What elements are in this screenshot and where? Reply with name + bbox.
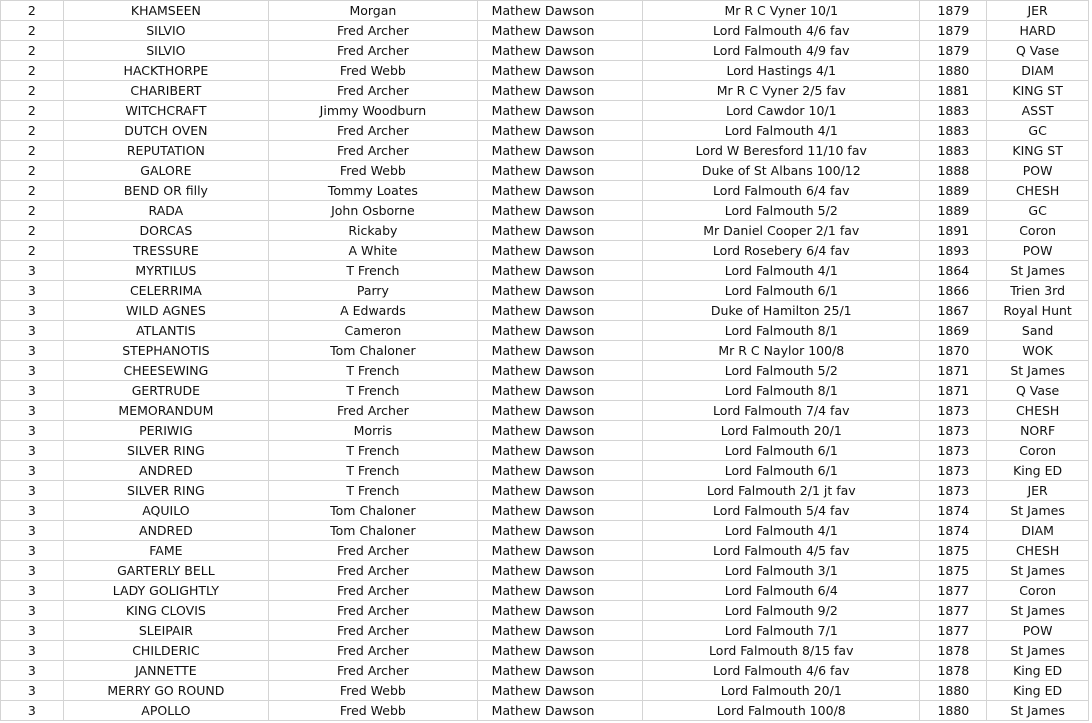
cell-trainer[interactable]: Mathew Dawson xyxy=(477,641,642,661)
cell-jockey[interactable]: Fred Webb xyxy=(269,61,478,81)
cell-age[interactable]: 3 xyxy=(1,601,64,621)
cell-owner-odds[interactable]: Mr R C Naylor 100/8 xyxy=(643,341,920,361)
table-row xyxy=(1,141,1089,161)
cell-age[interactable]: 3 xyxy=(1,581,64,601)
cell-jockey[interactable]: Jimmy Woodburn xyxy=(269,101,478,121)
cell-horse[interactable]: WITCHCRAFT xyxy=(63,101,268,121)
cell-trainer[interactable]: Mathew Dawson xyxy=(477,501,642,521)
cell-jockey[interactable]: A White xyxy=(269,241,478,261)
cell-owner-odds[interactable]: Lord Falmouth 8/15 fav xyxy=(643,641,920,661)
cell-race[interactable]: ASST xyxy=(987,101,1089,121)
cell-trainer[interactable]: Mathew Dawson xyxy=(477,341,642,361)
cell-jockey[interactable]: Tom Chaloner xyxy=(269,341,478,361)
cell-jockey[interactable]: Fred Archer xyxy=(269,21,478,41)
cell-year[interactable]: 1879 xyxy=(920,21,987,41)
cell-owner-odds[interactable]: Lord Falmouth 5/2 xyxy=(643,201,920,221)
cell-race[interactable]: POW xyxy=(987,241,1089,261)
cell-race[interactable]: St James xyxy=(987,261,1089,281)
cell-race[interactable]: Q Vase xyxy=(987,381,1089,401)
cell-year[interactable]: 1871 xyxy=(920,361,987,381)
cell-jockey[interactable]: T French xyxy=(269,361,478,381)
cell-age[interactable]: 3 xyxy=(1,641,64,661)
cell-jockey[interactable]: T French xyxy=(269,461,478,481)
cell-year[interactable]: 1877 xyxy=(920,601,987,621)
cell-trainer[interactable]: Mathew Dawson xyxy=(477,381,642,401)
table-row xyxy=(1,261,1089,281)
cell-age[interactable]: 3 xyxy=(1,261,64,281)
cell-owner-odds[interactable]: Lord Falmouth 7/4 fav xyxy=(643,401,920,421)
cell-horse[interactable]: GALORE xyxy=(63,161,268,181)
table-row xyxy=(1,201,1089,221)
cell-owner-odds[interactable]: Mr Daniel Cooper 2/1 fav xyxy=(643,221,920,241)
table-row xyxy=(1,181,1089,201)
cell-owner-odds[interactable]: Lord Falmouth 6/4 xyxy=(643,581,920,601)
table-row xyxy=(1,221,1089,241)
cell-race[interactable]: GC xyxy=(987,201,1089,221)
cell-age[interactable]: 3 xyxy=(1,521,64,541)
cell-owner-odds[interactable]: Lord Falmouth 6/4 fav xyxy=(643,181,920,201)
cell-jockey[interactable]: Fred Webb xyxy=(269,701,478,721)
cell-horse[interactable]: FAME xyxy=(63,541,268,561)
cell-owner-odds[interactable]: Lord Falmouth 100/8 xyxy=(643,701,920,721)
cell-horse[interactable]: AQUILO xyxy=(63,501,268,521)
cell-jockey[interactable]: Fred Archer xyxy=(269,561,478,581)
cell-age[interactable]: 3 xyxy=(1,321,64,341)
cell-year[interactable]: 1879 xyxy=(920,1,987,21)
table-row xyxy=(1,581,1089,601)
cell-race[interactable]: POW xyxy=(987,621,1089,641)
cell-year[interactable]: 1879 xyxy=(920,41,987,61)
cell-trainer[interactable]: Mathew Dawson xyxy=(477,401,642,421)
cell-year[interactable]: 1877 xyxy=(920,581,987,601)
cell-age[interactable]: 3 xyxy=(1,281,64,301)
table-row xyxy=(1,641,1089,661)
cell-owner-odds[interactable]: Lord Falmouth 8/1 xyxy=(643,381,920,401)
cell-jockey[interactable]: A Edwards xyxy=(269,301,478,321)
cell-race[interactable]: King ED xyxy=(987,661,1089,681)
cell-race[interactable]: DIAM xyxy=(987,61,1089,81)
table-row xyxy=(1,41,1089,61)
cell-age[interactable]: 2 xyxy=(1,141,64,161)
cell-jockey[interactable]: Fred Archer xyxy=(269,581,478,601)
cell-race[interactable]: Coron xyxy=(987,441,1089,461)
cell-owner-odds[interactable]: Lord Falmouth 9/2 xyxy=(643,601,920,621)
cell-year[interactable]: 1880 xyxy=(920,681,987,701)
cell-owner-odds[interactable]: Lord Cawdor 10/1 xyxy=(643,101,920,121)
cell-age[interactable]: 2 xyxy=(1,21,64,41)
cell-year[interactable]: 1870 xyxy=(920,341,987,361)
table-row xyxy=(1,501,1089,521)
table-row xyxy=(1,601,1089,621)
cell-age[interactable]: 3 xyxy=(1,481,64,501)
cell-age[interactable]: 2 xyxy=(1,241,64,261)
table-row xyxy=(1,241,1089,261)
cell-jockey[interactable]: Morris xyxy=(269,421,478,441)
cell-race[interactable]: Coron xyxy=(987,221,1089,241)
table-row xyxy=(1,681,1089,701)
cell-race[interactable]: Royal Hunt xyxy=(987,301,1089,321)
cell-jockey[interactable]: Parry xyxy=(269,281,478,301)
cell-race[interactable]: GC xyxy=(987,121,1089,141)
cell-horse[interactable]: APOLLO xyxy=(63,701,268,721)
cell-trainer[interactable]: Mathew Dawson xyxy=(477,181,642,201)
cell-age[interactable]: 3 xyxy=(1,501,64,521)
cell-owner-odds[interactable]: Lord Falmouth 2/1 jt fav xyxy=(643,481,920,501)
cell-trainer[interactable]: Mathew Dawson xyxy=(477,161,642,181)
cell-race[interactable]: KING ST xyxy=(987,81,1089,101)
cell-owner-odds[interactable]: Lord Falmouth 6/1 xyxy=(643,281,920,301)
cell-age[interactable]: 2 xyxy=(1,181,64,201)
cell-jockey[interactable]: Tom Chaloner xyxy=(269,521,478,541)
cell-trainer[interactable]: Mathew Dawson xyxy=(477,661,642,681)
cell-horse[interactable]: KING CLOVIS xyxy=(63,601,268,621)
cell-horse[interactable]: REPUTATION xyxy=(63,141,268,161)
cell-race[interactable]: WOK xyxy=(987,341,1089,361)
cell-jockey[interactable]: Fred Archer xyxy=(269,641,478,661)
cell-horse[interactable]: CELERRIMA xyxy=(63,281,268,301)
cell-race[interactable]: St James xyxy=(987,501,1089,521)
cell-owner-odds[interactable]: Lord Falmouth 20/1 xyxy=(643,421,920,441)
cell-owner-odds[interactable]: Mr R C Vyner 2/5 fav xyxy=(643,81,920,101)
cell-jockey[interactable]: John Osborne xyxy=(269,201,478,221)
cell-trainer[interactable]: Mathew Dawson xyxy=(477,81,642,101)
table-row xyxy=(1,381,1089,401)
cell-trainer[interactable]: Mathew Dawson xyxy=(477,321,642,341)
cell-race[interactable]: KING ST xyxy=(987,141,1089,161)
cell-horse[interactable]: HACKTHORPE xyxy=(63,61,268,81)
cell-jockey[interactable]: Fred Archer xyxy=(269,41,478,61)
cell-horse[interactable]: SILVER RING xyxy=(63,441,268,461)
cell-trainer[interactable]: Mathew Dawson xyxy=(477,101,642,121)
cell-owner-odds[interactable]: Lord Falmouth 4/6 fav xyxy=(643,661,920,681)
cell-horse[interactable]: GARTERLY BELL xyxy=(63,561,268,581)
cell-owner-odds[interactable]: Lord Falmouth 4/9 fav xyxy=(643,41,920,61)
table-row xyxy=(1,481,1089,501)
cell-trainer[interactable]: Mathew Dawson xyxy=(477,61,642,81)
cell-horse[interactable]: STEPHANOTIS xyxy=(63,341,268,361)
cell-race[interactable]: DIAM xyxy=(987,521,1089,541)
table-row xyxy=(1,441,1089,461)
cell-jockey[interactable]: Fred Archer xyxy=(269,661,478,681)
cell-age[interactable]: 3 xyxy=(1,621,64,641)
cell-year[interactable]: 1880 xyxy=(920,61,987,81)
table-row xyxy=(1,61,1089,81)
cell-jockey[interactable]: Fred Archer xyxy=(269,541,478,561)
cell-year[interactable]: 1878 xyxy=(920,641,987,661)
cell-year[interactable]: 1888 xyxy=(920,161,987,181)
table-row xyxy=(1,121,1089,141)
table-row xyxy=(1,401,1089,421)
cell-owner-odds[interactable]: Lord Falmouth 5/4 fav xyxy=(643,501,920,521)
table-row xyxy=(1,101,1089,121)
cell-owner-odds[interactable]: Duke of Hamilton 25/1 xyxy=(643,301,920,321)
cell-year[interactable]: 1891 xyxy=(920,221,987,241)
cell-trainer[interactable]: Mathew Dawson xyxy=(477,21,642,41)
cell-year[interactable]: 1883 xyxy=(920,121,987,141)
cell-age[interactable]: 2 xyxy=(1,201,64,221)
cell-age[interactable]: 2 xyxy=(1,41,64,61)
cell-race[interactable]: JER xyxy=(987,1,1089,21)
cell-jockey[interactable]: Morgan xyxy=(269,1,478,21)
table-row xyxy=(1,361,1089,381)
cell-jockey[interactable]: Fred Archer xyxy=(269,121,478,141)
cell-jockey[interactable]: Fred Archer xyxy=(269,141,478,161)
cell-year[interactable]: 1873 xyxy=(920,481,987,501)
cell-trainer[interactable]: Mathew Dawson xyxy=(477,601,642,621)
cell-year[interactable]: 1877 xyxy=(920,621,987,641)
cell-age[interactable]: 3 xyxy=(1,301,64,321)
cell-year[interactable]: 1881 xyxy=(920,81,987,101)
cell-trainer[interactable]: Mathew Dawson xyxy=(477,201,642,221)
cell-race[interactable]: King ED xyxy=(987,681,1089,701)
cell-trainer[interactable]: Mathew Dawson xyxy=(477,681,642,701)
cell-race[interactable]: CHESH xyxy=(987,541,1089,561)
cell-owner-odds[interactable]: Lord Hastings 4/1 xyxy=(643,61,920,81)
cell-race[interactable]: St James xyxy=(987,601,1089,621)
cell-year[interactable]: 1889 xyxy=(920,181,987,201)
cell-trainer[interactable]: Mathew Dawson xyxy=(477,521,642,541)
cell-trainer[interactable]: Mathew Dawson xyxy=(477,701,642,721)
cell-trainer[interactable]: Mathew Dawson xyxy=(477,581,642,601)
cell-jockey[interactable]: T French xyxy=(269,261,478,281)
cell-jockey[interactable]: Cameron xyxy=(269,321,478,341)
cell-owner-odds[interactable]: Lord Falmouth 4/1 xyxy=(643,521,920,541)
cell-jockey[interactable]: T French xyxy=(269,381,478,401)
cell-trainer[interactable]: Mathew Dawson xyxy=(477,141,642,161)
cell-age[interactable]: 3 xyxy=(1,401,64,421)
cell-horse[interactable]: MEMORANDUM xyxy=(63,401,268,421)
cell-age[interactable]: 2 xyxy=(1,221,64,241)
cell-trainer[interactable]: Mathew Dawson xyxy=(477,481,642,501)
table-row xyxy=(1,521,1089,541)
cell-race[interactable]: St James xyxy=(987,701,1089,721)
cell-owner-odds[interactable]: Lord Falmouth 4/5 fav xyxy=(643,541,920,561)
cell-jockey[interactable]: Tom Chaloner xyxy=(269,501,478,521)
cell-age[interactable]: 3 xyxy=(1,341,64,361)
cell-age[interactable]: 3 xyxy=(1,441,64,461)
table-row xyxy=(1,301,1089,321)
cell-owner-odds[interactable]: Lord W Beresford 11/10 fav xyxy=(643,141,920,161)
cell-jockey[interactable]: Fred Webb xyxy=(269,161,478,181)
cell-horse[interactable]: SILVIO xyxy=(63,21,268,41)
cell-owner-odds[interactable]: Lord Falmouth 6/1 xyxy=(643,441,920,461)
cell-year[interactable]: 1869 xyxy=(920,321,987,341)
cell-race[interactable]: St James xyxy=(987,361,1089,381)
cell-jockey[interactable]: Fred Archer xyxy=(269,81,478,101)
cell-year[interactable]: 1871 xyxy=(920,381,987,401)
cell-horse[interactable]: CHILDERIC xyxy=(63,641,268,661)
cell-year[interactable]: 1874 xyxy=(920,521,987,541)
cell-horse[interactable]: GERTRUDE xyxy=(63,381,268,401)
cell-owner-odds[interactable]: Lord Rosebery 6/4 fav xyxy=(643,241,920,261)
cell-age[interactable]: 2 xyxy=(1,81,64,101)
cell-jockey[interactable]: T French xyxy=(269,481,478,501)
table-row xyxy=(1,541,1089,561)
cell-race[interactable]: King ED xyxy=(987,461,1089,481)
cell-race[interactable]: St James xyxy=(987,641,1089,661)
cell-year[interactable]: 1875 xyxy=(920,561,987,581)
cell-jockey[interactable]: Fred Webb xyxy=(269,681,478,701)
cell-year[interactable]: 1874 xyxy=(920,501,987,521)
cell-race[interactable]: Q Vase xyxy=(987,41,1089,61)
cell-age[interactable]: 3 xyxy=(1,361,64,381)
cell-trainer[interactable]: Mathew Dawson xyxy=(477,301,642,321)
cell-race[interactable]: HARD xyxy=(987,21,1089,41)
table-row xyxy=(1,81,1089,101)
cell-jockey[interactable]: Rickaby xyxy=(269,221,478,241)
cell-horse[interactable]: MYRTILUS xyxy=(63,261,268,281)
cell-trainer[interactable]: Mathew Dawson xyxy=(477,561,642,581)
table-row xyxy=(1,421,1089,441)
table-row xyxy=(1,461,1089,481)
cell-age[interactable]: 2 xyxy=(1,61,64,81)
cell-horse[interactable]: CHEESEWING xyxy=(63,361,268,381)
table-row xyxy=(1,21,1089,41)
cell-age[interactable]: 3 xyxy=(1,541,64,561)
cell-year[interactable]: 1889 xyxy=(920,201,987,221)
table-body xyxy=(1,1,1089,721)
cell-age[interactable]: 2 xyxy=(1,101,64,121)
cell-owner-odds[interactable]: Lord Falmouth 4/6 fav xyxy=(643,21,920,41)
cell-trainer[interactable]: Mathew Dawson xyxy=(477,121,642,141)
table-row xyxy=(1,341,1089,361)
cell-horse[interactable]: ANDRED xyxy=(63,461,268,481)
cell-race[interactable]: CHESH xyxy=(987,401,1089,421)
cell-horse[interactable]: SILVIO xyxy=(63,41,268,61)
cell-trainer[interactable]: Mathew Dawson xyxy=(477,41,642,61)
cell-trainer[interactable]: Mathew Dawson xyxy=(477,261,642,281)
cell-year[interactable]: 1873 xyxy=(920,441,987,461)
cell-year[interactable]: 1878 xyxy=(920,661,987,681)
cell-owner-odds[interactable]: Lord Falmouth 4/1 xyxy=(643,121,920,141)
cell-horse[interactable]: PERIWIG xyxy=(63,421,268,441)
cell-trainer[interactable]: Mathew Dawson xyxy=(477,461,642,481)
cell-year[interactable]: 1875 xyxy=(920,541,987,561)
cell-owner-odds[interactable]: Lord Falmouth 5/2 xyxy=(643,361,920,381)
cell-age[interactable]: 3 xyxy=(1,381,64,401)
cell-year[interactable]: 1893 xyxy=(920,241,987,261)
cell-horse[interactable]: DORCAS xyxy=(63,221,268,241)
cell-age[interactable]: 3 xyxy=(1,701,64,721)
cell-race[interactable]: Coron xyxy=(987,581,1089,601)
cell-race[interactable]: CHESH xyxy=(987,181,1089,201)
cell-year[interactable]: 1883 xyxy=(920,141,987,161)
cell-horse[interactable]: MERRY GO ROUND xyxy=(63,681,268,701)
cell-trainer[interactable]: Mathew Dawson xyxy=(477,361,642,381)
cell-horse[interactable]: CHARIBERT xyxy=(63,81,268,101)
table-row xyxy=(1,701,1089,721)
cell-jockey[interactable]: Fred Archer xyxy=(269,401,478,421)
cell-year[interactable]: 1873 xyxy=(920,421,987,441)
cell-owner-odds[interactable]: Duke of St Albans 100/12 xyxy=(643,161,920,181)
cell-trainer[interactable]: Mathew Dawson xyxy=(477,241,642,261)
cell-jockey[interactable]: Fred Archer xyxy=(269,601,478,621)
cell-year[interactable]: 1880 xyxy=(920,701,987,721)
cell-horse[interactable]: SILVER RING xyxy=(63,481,268,501)
cell-race[interactable]: Trien 3rd xyxy=(987,281,1089,301)
cell-owner-odds[interactable]: Lord Falmouth 20/1 xyxy=(643,681,920,701)
cell-trainer[interactable]: Mathew Dawson xyxy=(477,1,642,21)
cell-horse[interactable]: BEND OR filly xyxy=(63,181,268,201)
cell-race[interactable]: St James xyxy=(987,561,1089,581)
cell-race[interactable]: POW xyxy=(987,161,1089,181)
cell-horse[interactable]: SLEIPAIR xyxy=(63,621,268,641)
cell-jockey[interactable]: Fred Archer xyxy=(269,621,478,641)
cell-owner-odds[interactable]: Mr R C Vyner 10/1 xyxy=(643,1,920,21)
cell-owner-odds[interactable]: Lord Falmouth 8/1 xyxy=(643,321,920,341)
cell-race[interactable]: JER xyxy=(987,481,1089,501)
cell-trainer[interactable]: Mathew Dawson xyxy=(477,621,642,641)
table-row xyxy=(1,661,1089,681)
table-row xyxy=(1,321,1089,341)
table-row xyxy=(1,281,1089,301)
cell-jockey[interactable]: Tommy Loates xyxy=(269,181,478,201)
cell-race[interactable]: NORF xyxy=(987,421,1089,441)
cell-horse[interactable]: ATLANTIS xyxy=(63,321,268,341)
cell-owner-odds[interactable]: Lord Falmouth 3/1 xyxy=(643,561,920,581)
cell-horse[interactable]: JANNETTE xyxy=(63,661,268,681)
table-row xyxy=(1,161,1089,181)
cell-trainer[interactable]: Mathew Dawson xyxy=(477,421,642,441)
cell-age[interactable]: 2 xyxy=(1,121,64,141)
cell-age[interactable]: 2 xyxy=(1,1,64,21)
cell-age[interactable]: 3 xyxy=(1,661,64,681)
cell-age[interactable]: 3 xyxy=(1,421,64,441)
cell-age[interactable]: 3 xyxy=(1,561,64,581)
cell-trainer[interactable]: Mathew Dawson xyxy=(477,281,642,301)
cell-horse[interactable]: TRESSURE xyxy=(63,241,268,261)
cell-trainer[interactable]: Mathew Dawson xyxy=(477,221,642,241)
cell-horse[interactable]: RADA xyxy=(63,201,268,221)
table-row xyxy=(1,1,1089,21)
cell-owner-odds[interactable]: Lord Falmouth 6/1 xyxy=(643,461,920,481)
cell-year[interactable]: 1866 xyxy=(920,281,987,301)
cell-race[interactable]: Sand xyxy=(987,321,1089,341)
cell-age[interactable]: 2 xyxy=(1,161,64,181)
cell-year[interactable]: 1873 xyxy=(920,461,987,481)
cell-year[interactable]: 1867 xyxy=(920,301,987,321)
cell-owner-odds[interactable]: Lord Falmouth 7/1 xyxy=(643,621,920,641)
cell-horse[interactable]: WILD AGNES xyxy=(63,301,268,321)
table-row xyxy=(1,621,1089,641)
cell-age[interactable]: 3 xyxy=(1,681,64,701)
table-row xyxy=(1,561,1089,581)
cell-owner-odds[interactable]: Lord Falmouth 4/1 xyxy=(643,261,920,281)
cell-year[interactable]: 1873 xyxy=(920,401,987,421)
cell-year[interactable]: 1864 xyxy=(920,261,987,281)
cell-trainer[interactable]: Mathew Dawson xyxy=(477,541,642,561)
cell-horse[interactable]: KHAMSEEN xyxy=(63,1,268,21)
cell-horse[interactable]: ANDRED xyxy=(63,521,268,541)
cell-jockey[interactable]: T French xyxy=(269,441,478,461)
cell-horse[interactable]: DUTCH OVEN xyxy=(63,121,268,141)
cell-trainer[interactable]: Mathew Dawson xyxy=(477,441,642,461)
cell-horse[interactable]: LADY GOLIGHTLY xyxy=(63,581,268,601)
cell-year[interactable]: 1883 xyxy=(920,101,987,121)
cell-age[interactable]: 3 xyxy=(1,461,64,481)
